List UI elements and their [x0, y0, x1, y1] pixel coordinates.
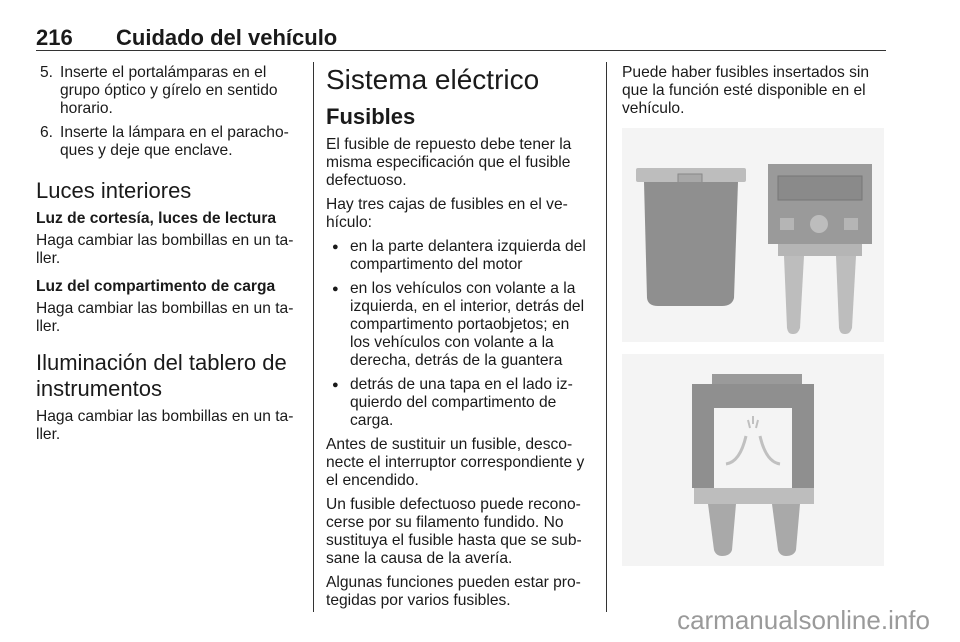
page-number: 216 — [36, 25, 73, 50]
column-left — [36, 64, 300, 450]
fuses-paragraph: Un fusible defectuoso puede recono-cerse por su filamento fundido. No sustituya el fusible hasta que se sub-sane la causa de la avería. — [326, 496, 582, 567]
courtesy-lights-text: Haga cambiar las bombillas en un ta-ller. — [36, 232, 294, 267]
fuse-types-icon — [622, 128, 884, 342]
blown-fuse-figure — [622, 354, 884, 566]
blown-fuse-icon — [622, 354, 884, 566]
courtesy-lights-heading: Luz de cortesía, luces de lectura — [36, 210, 277, 227]
fuses-note: Puede haber fusibles insertados sin que la función esté disponible en el vehículo. — [622, 64, 870, 117]
list-item: ● en los vehículos con volante a la izquierda, en el interior, detrás del compartimento portaobjetos; en los vehículos con volante a la derecha, detrás de la guantera — [326, 280, 592, 370]
step-list — [36, 64, 300, 160]
column-middle — [326, 64, 592, 616]
step-text: Inserte el portalámparas en el grupo óptico y gírelo en sentido horario. — [60, 64, 278, 117]
cargo-light-text: Haga cambiar las bombillas en un ta-ller. — [36, 300, 294, 335]
fuse-types-figure — [622, 128, 884, 342]
watermark: carmanualsonline.info — [677, 605, 930, 635]
list-item: ● en la parte delantera izquierda del compartimento del motor — [326, 238, 592, 274]
fuses-paragraph: Hay tres cajas de fusibles en el ve-hículo: — [326, 196, 568, 231]
fuses-paragraph: Antes de sustituir un fusible, desco-necte el interruptor correspondiente y el encendido. — [326, 436, 585, 489]
step-number: 6. — [40, 124, 54, 141]
interior-lights-heading: Luces interiores — [36, 178, 192, 203]
list-item — [36, 64, 300, 118]
list-item — [36, 124, 300, 160]
column-right — [622, 64, 884, 124]
column-divider — [313, 62, 314, 612]
fuses-paragraph: Algunas funciones pueden estar pro-tegidas por varios fusibles. — [326, 574, 581, 609]
dashboard-lighting-heading: Iluminación del tablero de instrumentos — [36, 350, 287, 401]
step-text: Inserte la lámpara en el paracho-ques y deje que enclave. — [60, 124, 289, 159]
page-header — [36, 26, 886, 50]
list-item: ● detrás de una tapa en el lado iz-quierdo del compartimento de carga. — [326, 376, 592, 430]
fuses-paragraph: El fusible de repuesto debe tener la misma especificación que el fusible defectuoso. — [326, 136, 572, 189]
page-title: Cuidado del vehículo — [116, 25, 338, 50]
section-heading: Sistema eléctrico — [326, 64, 540, 95]
fuses-heading: Fusibles — [326, 104, 416, 129]
dashboard-lighting-text: Haga cambiar las bombillas en un ta-ller. — [36, 408, 294, 443]
header-rule — [36, 50, 886, 51]
column-divider — [606, 62, 607, 612]
step-number: 5. — [40, 64, 54, 81]
cargo-light-heading: Luz del compartimento de carga — [36, 278, 276, 295]
fuse-box-list — [326, 238, 592, 430]
